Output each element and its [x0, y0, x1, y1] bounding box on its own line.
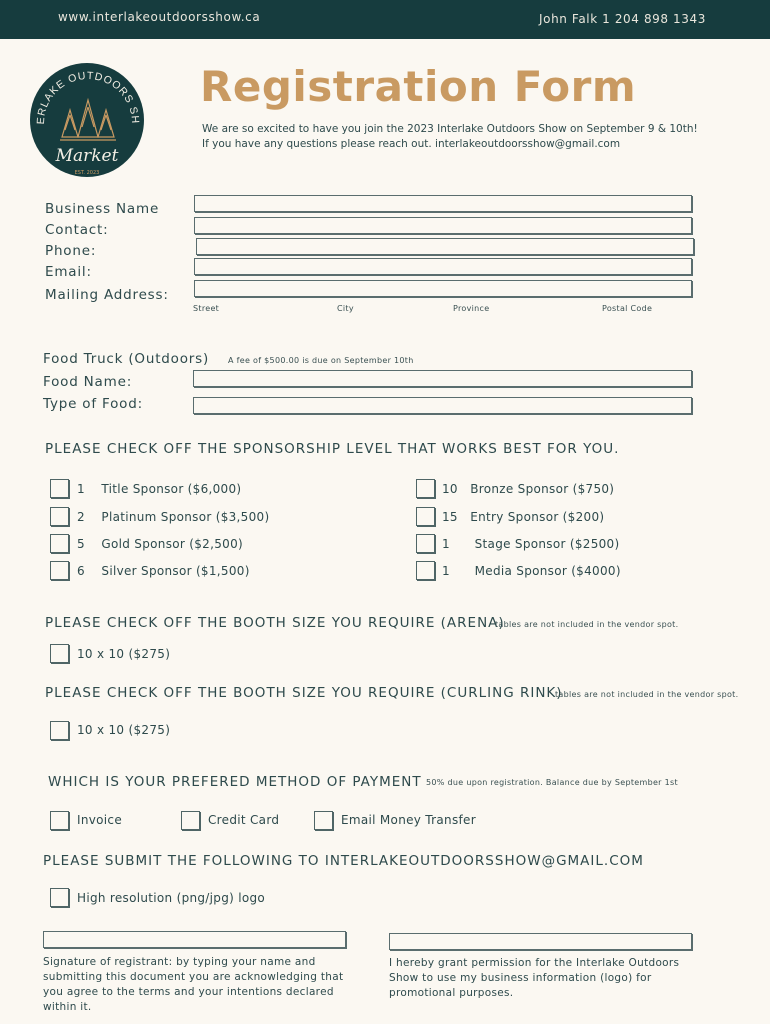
credit-card-label: Credit Card [208, 813, 280, 827]
booth-curling-option: 10 x 10 ($275) [77, 723, 171, 737]
mailing-address-field[interactable] [194, 280, 692, 297]
svg-text:EST. 2023: EST. 2023 [74, 170, 100, 176]
contact-field[interactable] [194, 217, 692, 234]
sponsor-option: 1 Stage Sponsor ($2500) [442, 537, 620, 551]
payment-heading: WHICH IS YOUR PREFERED METHOD OF PAYMENT [48, 774, 422, 790]
sponsor-option: 10 Bronze Sponsor ($750) [442, 482, 615, 496]
invoice-checkbox[interactable] [50, 811, 69, 830]
bronze-sponsor-checkbox[interactable] [416, 479, 435, 498]
food-name-label: Food Name: [43, 374, 133, 390]
svg-text:INTERLAKE OUTDOORS SHOW: ERLAKE OUTDOORS SH [34, 69, 142, 125]
sponsor-option: 1 Media Sponsor ($4000) [442, 564, 621, 578]
sponsorship-heading: PLEASE CHECK OFF THE SPONSORSHIP LEVEL THAT WORKS BEST FOR YOU. [45, 441, 620, 457]
payment-note: 50% due upon registration. Balance due by September 1st [426, 778, 678, 787]
sponsor-option: 1 Title Sponsor ($6,000) [77, 482, 242, 496]
sponsor-option: 6 Silver Sponsor ($1,500) [77, 564, 250, 578]
booth-curling-checkbox[interactable] [50, 721, 69, 740]
email-money-transfer-label: Email Money Transfer [341, 813, 476, 827]
svg-text:Market: Market [55, 146, 119, 166]
signature-field[interactable] [43, 931, 346, 948]
title-sponsor-checkbox[interactable] [50, 479, 69, 498]
business-name-label: Business Name [45, 201, 160, 217]
contact-label: Contact: [45, 222, 109, 238]
invoice-label: Invoice [77, 813, 123, 827]
show-logo [30, 55, 145, 185]
booth-arena-note: tables are not included in the vendor spot. [495, 620, 679, 629]
sponsor-option: 5 Gold Sponsor ($2,500) [77, 537, 243, 551]
logo-option-label: High resolution (png/jpg) logo [77, 891, 266, 905]
booth-curling-heading: PLEASE CHECK OFF THE BOOTH SIZE YOU REQUIRE (CURLING RINK) [45, 685, 563, 701]
type-of-food-label: Type of Food: [43, 396, 143, 412]
sponsor-option: 2 Platinum Sponsor ($3,500) [77, 510, 270, 524]
email-money-transfer-checkbox[interactable] [314, 811, 333, 830]
silver-sponsor-checkbox[interactable] [50, 561, 69, 580]
top-bar [0, 0, 770, 39]
booth-arena-checkbox[interactable] [50, 644, 69, 663]
business-name-field[interactable] [194, 195, 692, 212]
media-sponsor-checkbox[interactable] [416, 561, 435, 580]
signature-note: Signature of registrant: by typing your name and submitting this document you are acknowledging that you agree to the terms and your intentions declared within it. [43, 956, 344, 1013]
contact-info: John Falk 1 204 898 1343 [539, 12, 706, 26]
booth-curling-note: tables are not included in the vendor spot. [555, 690, 739, 699]
phone-field[interactable] [196, 238, 694, 255]
email-label: Email: [45, 264, 92, 280]
food-truck-fee-note: A fee of $500.00 is due on September 10th [228, 356, 414, 365]
mailing-address-label: Mailing Address: [45, 287, 169, 303]
street-caption: Street [193, 304, 220, 313]
stage-sponsor-checkbox[interactable] [416, 534, 435, 553]
food-name-field[interactable] [193, 370, 692, 387]
entry-sponsor-checkbox[interactable] [416, 507, 435, 526]
sponsor-option: 15 Entry Sponsor ($200) [442, 510, 605, 524]
credit-card-checkbox[interactable] [181, 811, 200, 830]
permission-field[interactable] [389, 933, 692, 950]
email-field[interactable] [194, 258, 692, 275]
gold-sponsor-checkbox[interactable] [50, 534, 69, 553]
platinum-sponsor-checkbox[interactable] [50, 507, 69, 526]
postal-code-caption: Postal Code [602, 304, 653, 313]
permission-note: I hereby grant permission for the Interlake Outdoors Show to use my business information (logo) for promotional purposes. [389, 957, 680, 999]
submit-heading: PLEASE SUBMIT THE FOLLOWING TO INTERLAKEOUTDOORSSHOW@GMAIL.COM [43, 853, 644, 869]
phone-label: Phone: [45, 243, 97, 259]
website-link[interactable]: www.interlakeoutdoorsshow.ca [58, 10, 261, 24]
city-caption: City [337, 304, 354, 313]
page-title: Registration Form [200, 62, 637, 111]
booth-arena-heading: PLEASE CHECK OFF THE BOOTH SIZE YOU REQUIRE (ARENA) [45, 615, 505, 631]
type-of-food-field[interactable] [193, 397, 692, 414]
intro-text: We are so excited to have you join the 2023 Interlake Outdoors Show on September 9 & 10th! If you have any questions please reach out. interlakeoutdoorsshow@gmail.com [202, 123, 698, 150]
logo-checkbox[interactable] [50, 888, 69, 907]
booth-arena-option: 10 x 10 ($275) [77, 647, 171, 661]
province-caption: Province [453, 304, 490, 313]
food-truck-heading: Food Truck (Outdoors) [43, 351, 210, 367]
